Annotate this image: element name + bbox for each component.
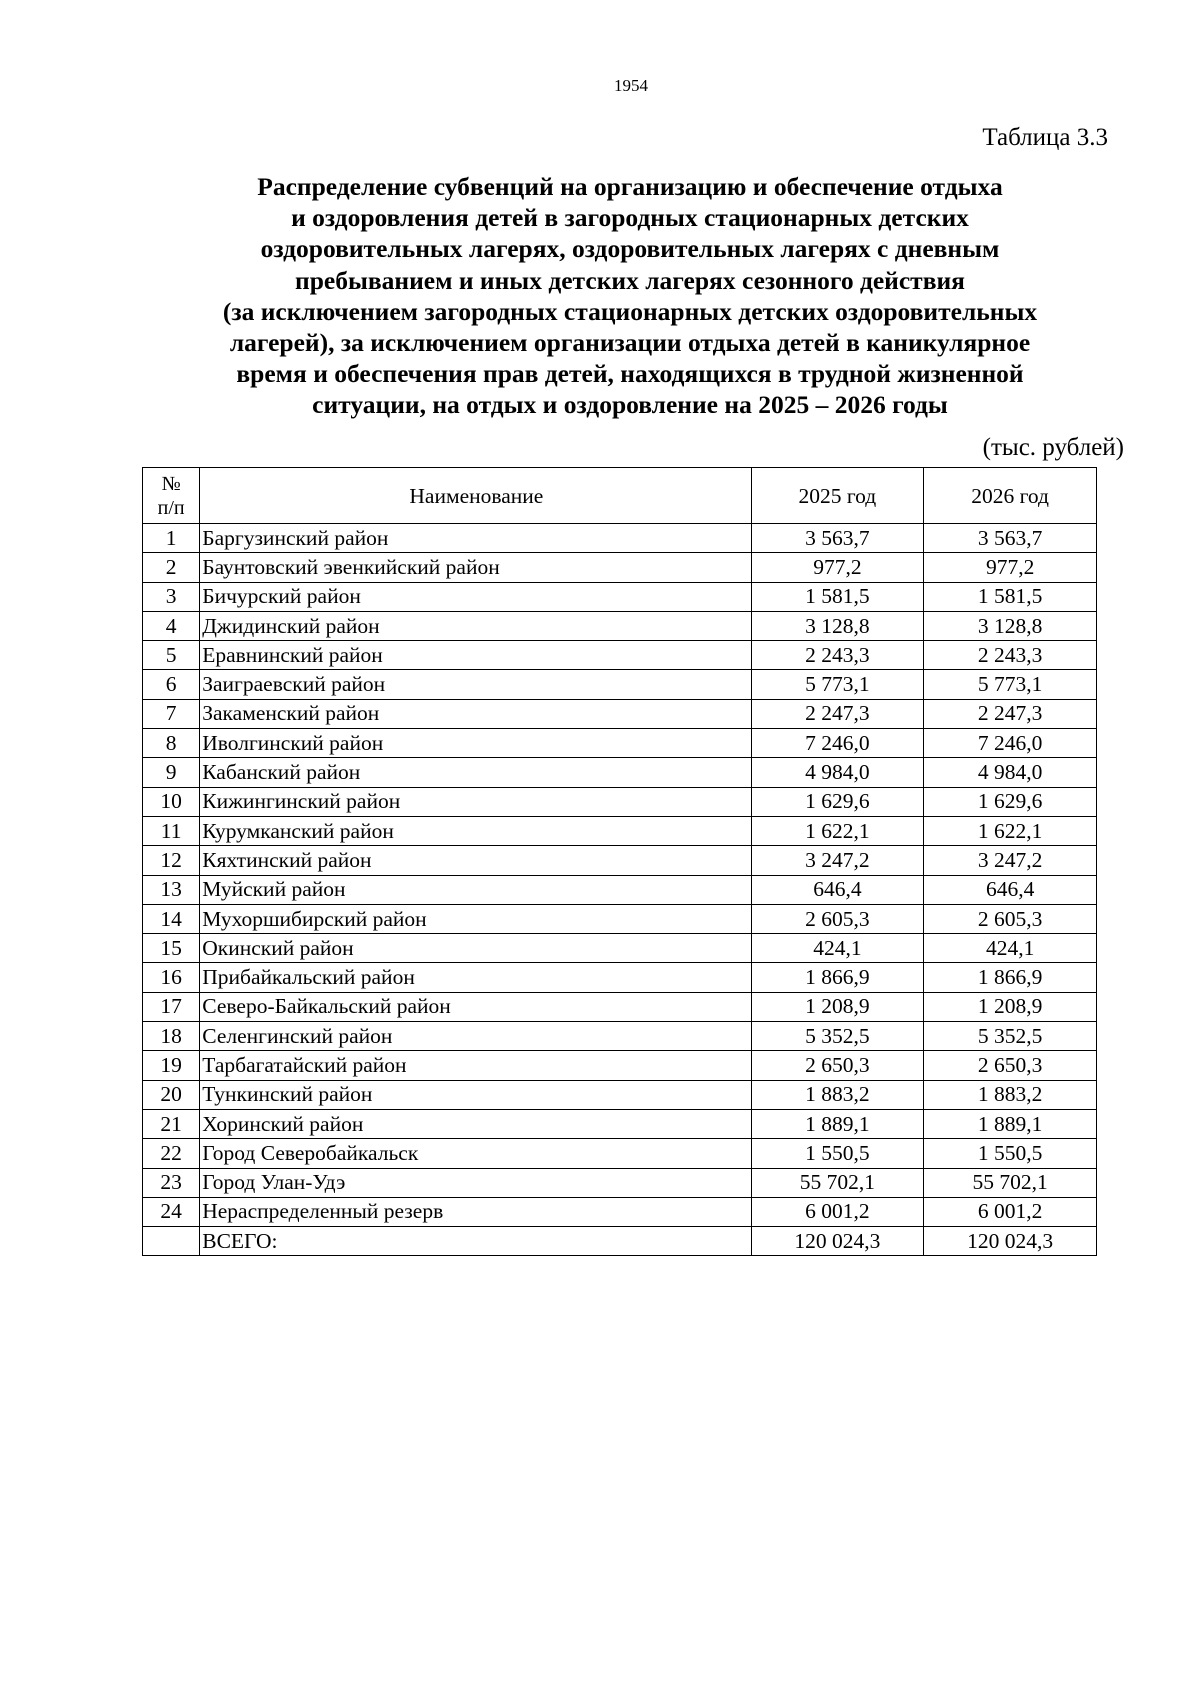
cell-num: 8 bbox=[143, 729, 200, 758]
cell-2026: 1 208,9 bbox=[924, 992, 1097, 1021]
cell-name: Муйский район bbox=[200, 875, 751, 904]
subvention-table bbox=[142, 467, 1097, 1256]
cell-2025: 424,1 bbox=[751, 934, 924, 963]
cell-2025: 55 702,1 bbox=[751, 1168, 924, 1197]
cell-2025: 3 247,2 bbox=[751, 846, 924, 875]
cell-2025: 1 208,9 bbox=[751, 992, 924, 1021]
table-row bbox=[143, 1051, 1097, 1080]
header-num-line1: № bbox=[161, 472, 181, 495]
cell-2026: 1 622,1 bbox=[924, 816, 1097, 845]
title-line: (за исключением загородных стационарных детских оздоровительных bbox=[222, 296, 1038, 326]
cell-2026: 7 246,0 bbox=[924, 729, 1097, 758]
header-2025: 2025 год bbox=[751, 468, 924, 524]
title-line: лагерей), за исключением организации отдыха детей в каникулярное bbox=[229, 328, 1031, 358]
cell-name: Нераспределенный резерв bbox=[200, 1197, 751, 1226]
cell-2025: 120 024,3 bbox=[751, 1227, 924, 1256]
table-row bbox=[143, 553, 1097, 582]
header-name: Наименование bbox=[200, 468, 751, 524]
cell-num: 19 bbox=[143, 1051, 200, 1080]
cell-2025: 5 352,5 bbox=[751, 1022, 924, 1051]
table-header-row bbox=[143, 468, 1097, 524]
units-label: (тыс. рублей) bbox=[982, 434, 1124, 461]
cell-num: 20 bbox=[143, 1080, 200, 1109]
table-row bbox=[143, 1080, 1097, 1109]
title-line: ситуации, на отдых и оздоровление на 2025 – 2026 годы bbox=[312, 390, 948, 420]
cell-num: 18 bbox=[143, 1022, 200, 1051]
table-row bbox=[143, 963, 1097, 992]
cell-2025: 1 622,1 bbox=[751, 816, 924, 845]
table-row bbox=[143, 904, 1097, 933]
cell-2026: 4 984,0 bbox=[924, 758, 1097, 787]
cell-name: Окинский район bbox=[200, 934, 751, 963]
cell-name: Город Северобайкальск bbox=[200, 1139, 751, 1168]
cell-2025: 2 243,3 bbox=[751, 641, 924, 670]
cell-2026: 3 563,7 bbox=[924, 524, 1097, 553]
header-num bbox=[143, 468, 200, 524]
table-row bbox=[143, 729, 1097, 758]
cell-num: 24 bbox=[143, 1197, 200, 1226]
cell-num: 5 bbox=[143, 641, 200, 670]
cell-2025: 3 563,7 bbox=[751, 524, 924, 553]
table-row bbox=[143, 582, 1097, 611]
table-row bbox=[143, 934, 1097, 963]
table-row bbox=[143, 611, 1097, 640]
cell-2025: 1 889,1 bbox=[751, 1109, 924, 1138]
cell-num: 4 bbox=[143, 611, 200, 640]
table-row bbox=[143, 641, 1097, 670]
cell-2026: 1 866,9 bbox=[924, 963, 1097, 992]
document-title bbox=[150, 171, 1110, 421]
cell-2025: 1 550,5 bbox=[751, 1139, 924, 1168]
cell-2026: 424,1 bbox=[924, 934, 1097, 963]
cell-num bbox=[143, 1227, 200, 1256]
cell-num: 6 bbox=[143, 670, 200, 699]
title-line: время и обеспечения прав детей, находящихся в трудной жизненной bbox=[236, 359, 1024, 389]
cell-2026: 55 702,1 bbox=[924, 1168, 1097, 1197]
cell-name: Заиграевский район bbox=[200, 670, 751, 699]
cell-2025: 6 001,2 bbox=[751, 1197, 924, 1226]
cell-2026: 1 883,2 bbox=[924, 1080, 1097, 1109]
cell-2025: 646,4 bbox=[751, 875, 924, 904]
cell-2026: 1 581,5 bbox=[924, 582, 1097, 611]
cell-num: 1 bbox=[143, 524, 200, 553]
cell-name: Кабанский район bbox=[200, 758, 751, 787]
cell-name: Тункинский район bbox=[200, 1080, 751, 1109]
cell-num: 12 bbox=[143, 846, 200, 875]
cell-name: ВСЕГО: bbox=[200, 1227, 751, 1256]
cell-2025: 2 247,3 bbox=[751, 699, 924, 728]
cell-name: Прибайкальский район bbox=[200, 963, 751, 992]
table-row bbox=[143, 1109, 1097, 1138]
cell-name: Джидинский район bbox=[200, 611, 751, 640]
cell-name: Мухоршибирский район bbox=[200, 904, 751, 933]
header-num-line2: п/п bbox=[157, 496, 185, 519]
table-total-row bbox=[143, 1227, 1097, 1256]
cell-2026: 120 024,3 bbox=[924, 1227, 1097, 1256]
cell-num: 14 bbox=[143, 904, 200, 933]
table-row bbox=[143, 524, 1097, 553]
cell-2026: 2 247,3 bbox=[924, 699, 1097, 728]
cell-name: Селенгинский район bbox=[200, 1022, 751, 1051]
cell-2026: 2 605,3 bbox=[924, 904, 1097, 933]
cell-name: Курумканский район bbox=[200, 816, 751, 845]
cell-name: Бичурский район bbox=[200, 582, 751, 611]
table-row bbox=[143, 846, 1097, 875]
table-row bbox=[143, 1022, 1097, 1051]
cell-name: Тарбагатайский район bbox=[200, 1051, 751, 1080]
cell-name: Баунтовский эвенкийский район bbox=[200, 553, 751, 582]
cell-2025: 1 866,9 bbox=[751, 963, 924, 992]
header-2026: 2026 год bbox=[924, 468, 1097, 524]
cell-2025: 7 246,0 bbox=[751, 729, 924, 758]
title-line: пребыванием и иных детских лагерях сезонного действия bbox=[295, 265, 965, 295]
cell-num: 10 bbox=[143, 787, 200, 816]
cell-2026: 1 550,5 bbox=[924, 1139, 1097, 1168]
cell-num: 3 bbox=[143, 582, 200, 611]
title-line: и оздоровления детей в загородных стационарных детских bbox=[291, 203, 969, 233]
cell-num: 15 bbox=[143, 934, 200, 963]
title-line: оздоровительных лагерях, оздоровительных лагерях с дневным bbox=[260, 234, 1000, 264]
cell-2026: 3 128,8 bbox=[924, 611, 1097, 640]
cell-2026: 1 629,6 bbox=[924, 787, 1097, 816]
cell-2026: 3 247,2 bbox=[924, 846, 1097, 875]
cell-num: 16 bbox=[143, 963, 200, 992]
cell-name: Город Улан-Удэ bbox=[200, 1168, 751, 1197]
cell-2026: 5 352,5 bbox=[924, 1022, 1097, 1051]
cell-name: Еравнинский район bbox=[200, 641, 751, 670]
cell-num: 7 bbox=[143, 699, 200, 728]
cell-num: 2 bbox=[143, 553, 200, 582]
table-row bbox=[143, 670, 1097, 699]
cell-num: 13 bbox=[143, 875, 200, 904]
title-line: Распределение субвенций на организацию и обеспечение отдыха bbox=[257, 172, 1003, 201]
cell-name: Кижингинский район bbox=[200, 787, 751, 816]
cell-num: 9 bbox=[143, 758, 200, 787]
cell-2026: 2 243,3 bbox=[924, 641, 1097, 670]
cell-2025: 1 883,2 bbox=[751, 1080, 924, 1109]
cell-2025: 4 984,0 bbox=[751, 758, 924, 787]
table-row bbox=[143, 1168, 1097, 1197]
cell-num: 21 bbox=[143, 1109, 200, 1138]
cell-name: Баргузинский район bbox=[200, 524, 751, 553]
cell-2026: 2 650,3 bbox=[924, 1051, 1097, 1080]
cell-2026: 1 889,1 bbox=[924, 1109, 1097, 1138]
cell-num: 23 bbox=[143, 1168, 200, 1197]
cell-2025: 3 128,8 bbox=[751, 611, 924, 640]
cell-2025: 1 581,5 bbox=[751, 582, 924, 611]
cell-name: Закаменский район bbox=[200, 699, 751, 728]
cell-2025: 2 605,3 bbox=[751, 904, 924, 933]
table-row bbox=[143, 992, 1097, 1021]
cell-2026: 646,4 bbox=[924, 875, 1097, 904]
cell-2025: 5 773,1 bbox=[751, 670, 924, 699]
table-row bbox=[143, 787, 1097, 816]
table-row bbox=[143, 699, 1097, 728]
cell-num: 11 bbox=[143, 816, 200, 845]
table-row bbox=[143, 816, 1097, 845]
table-label: Таблица 3.3 bbox=[982, 124, 1108, 151]
cell-num: 17 bbox=[143, 992, 200, 1021]
cell-2025: 977,2 bbox=[751, 553, 924, 582]
cell-name: Хоринский район bbox=[200, 1109, 751, 1138]
cell-2025: 2 650,3 bbox=[751, 1051, 924, 1080]
table-body bbox=[143, 524, 1097, 1256]
cell-2026: 6 001,2 bbox=[924, 1197, 1097, 1226]
table-row bbox=[143, 875, 1097, 904]
cell-2026: 5 773,1 bbox=[924, 670, 1097, 699]
table-row bbox=[143, 758, 1097, 787]
table-row bbox=[143, 1139, 1097, 1168]
table-row bbox=[143, 1197, 1097, 1226]
cell-2025: 1 629,6 bbox=[751, 787, 924, 816]
page-number: 1954 bbox=[614, 76, 648, 95]
cell-2026: 977,2 bbox=[924, 553, 1097, 582]
cell-num: 22 bbox=[143, 1139, 200, 1168]
cell-name: Иволгинский район bbox=[200, 729, 751, 758]
cell-name: Северо-Байкальский район bbox=[200, 992, 751, 1021]
cell-name: Кяхтинский район bbox=[200, 846, 751, 875]
